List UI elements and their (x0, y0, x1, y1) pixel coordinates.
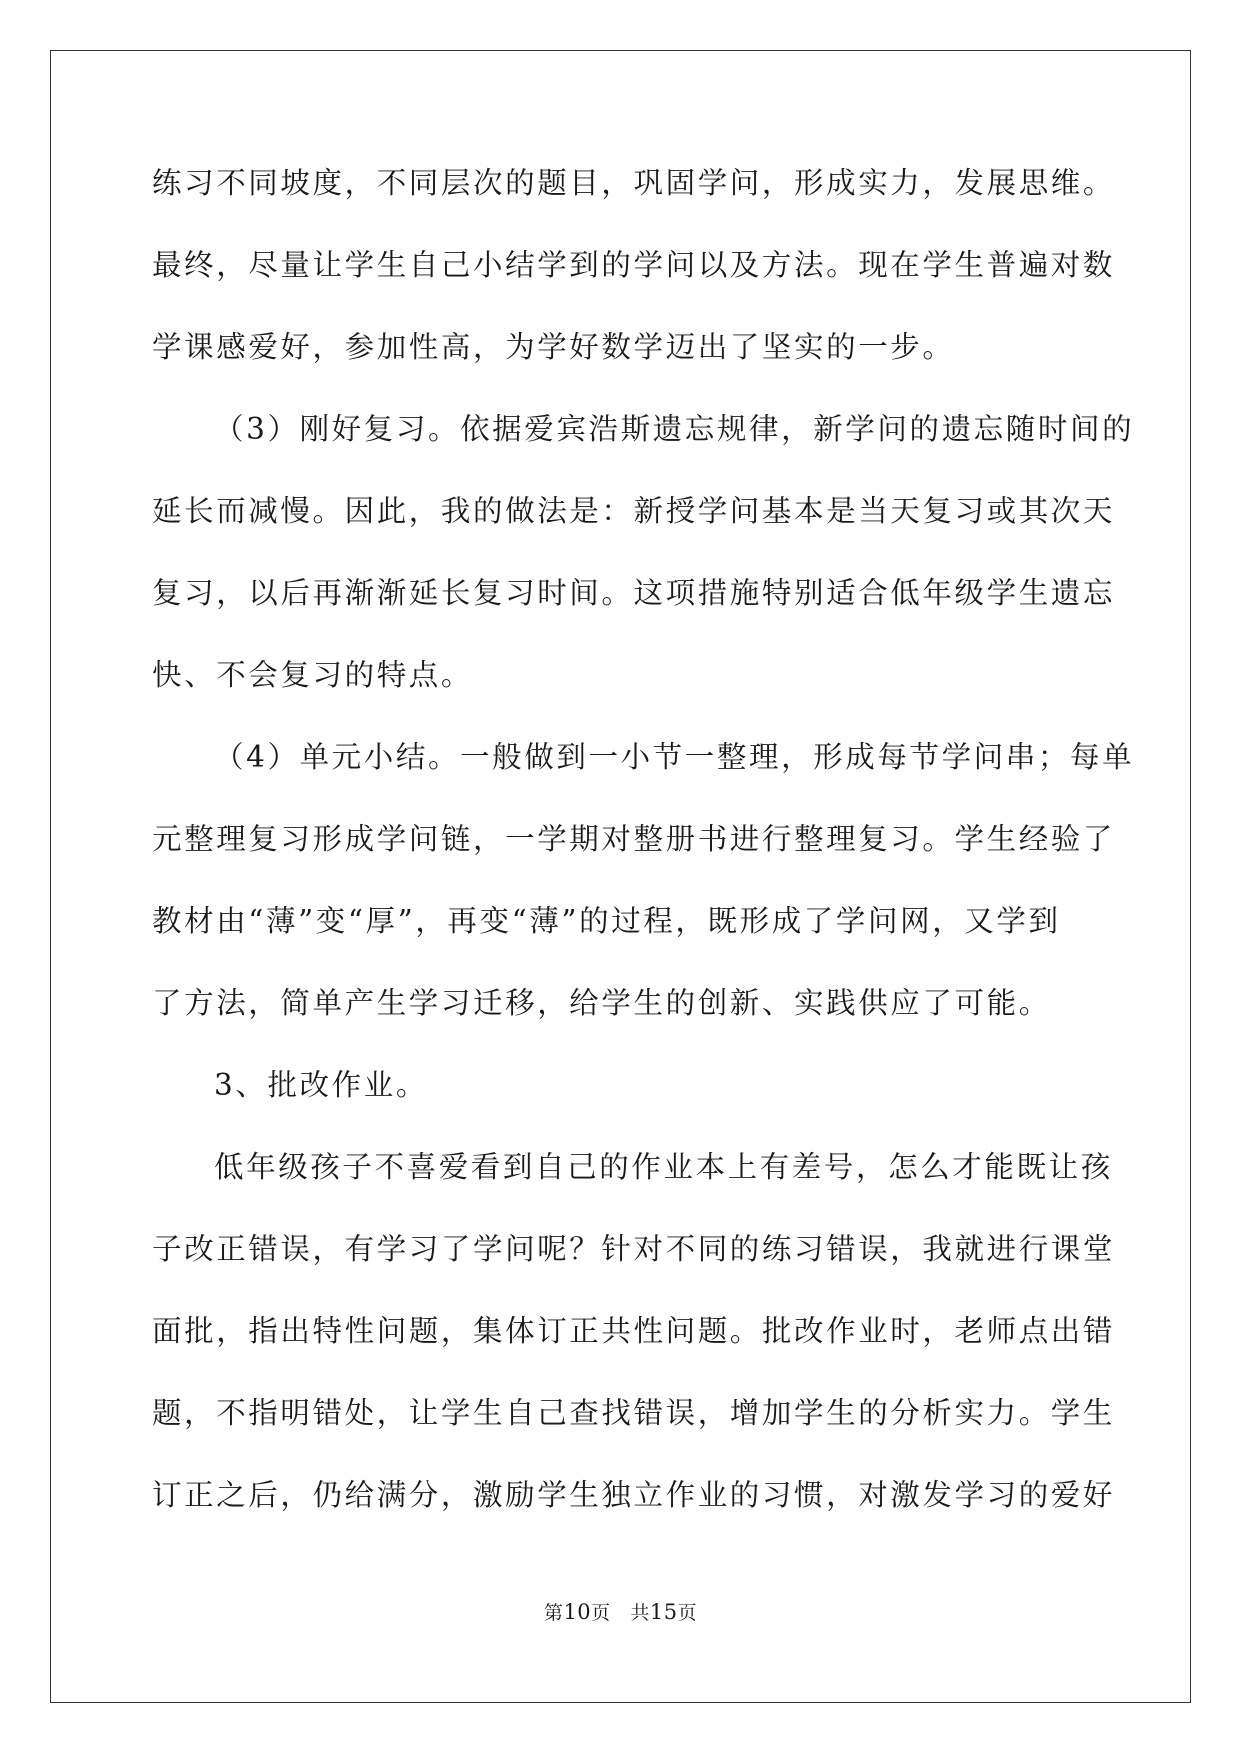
text-line: 面批，指出特性问题，集体订正共性问题。批改作业时，老师点出错 (152, 1314, 1116, 1348)
text-line: 元整理复习形成学问链，一学期对整册书进行整理复习。学生经验了 (152, 822, 1116, 856)
total-page-count: 15 (649, 1600, 678, 1624)
current-page-number: 10 (563, 1600, 592, 1624)
text-line: 了方法，简单产生学习迁移，给学生的创新、实践供应了可能。 (152, 986, 1051, 1020)
total-pages-prefix: 共 (630, 1602, 650, 1624)
text-line: 复习，以后再渐渐延长复习时间。这项措施特别适合低年级学生遗忘 (152, 576, 1116, 610)
text-line: 低年级孩子不喜爱看到自己的作业本上有差号，怎么才能既让孩 (214, 1150, 1113, 1184)
text-line: 子改正错误，有学习了学问呢？针对不同的练习错误，我就进行课堂 (152, 1232, 1116, 1266)
page-number-prefix: 第 (543, 1602, 564, 1624)
text-line: 题，不指明错处，让学生自己查找错误，增加学生的分析实力。学生 (152, 1396, 1116, 1430)
text-line: （3）刚好复习。依据爱宾浩斯遗忘规律，新学问的遗忘随时间的 (214, 412, 1135, 446)
text-line: 学课感爱好，参加性高，为学好数学迈出了坚实的一步。 (152, 330, 955, 364)
page-number-suffix: 页 (591, 1602, 611, 1624)
document-body (152, 158, 1135, 1552)
page-footer (0, 1598, 1241, 1625)
text-line: 最终，尽量让学生自己小结学到的学问以及方法。现在学生普遍对数 (152, 248, 1116, 282)
text-line: 练习不同坡度，不同层次的题目，巩固学问，形成实力，发展思维。 (152, 166, 1116, 200)
text-line: （4）单元小结。一般做到一小节一整理，形成每节学问串；每单 (214, 740, 1135, 774)
total-pages-suffix: 页 (677, 1602, 698, 1624)
text-line: 订正之后，仍给满分，激励学生独立作业的习惯，对激发学习的爱好 (152, 1478, 1116, 1512)
text-line: 快、不会复习的特点。 (152, 658, 474, 692)
text-line: 教材由“薄”变“厚”，再变“薄”的过程，既形成了学问网，又学到 (152, 904, 1061, 938)
section-heading: 3、批改作业。 (214, 1068, 428, 1102)
text-line: 延长而减慢。因此，我的做法是：新授学问基本是当天复习或其次天 (152, 494, 1116, 528)
